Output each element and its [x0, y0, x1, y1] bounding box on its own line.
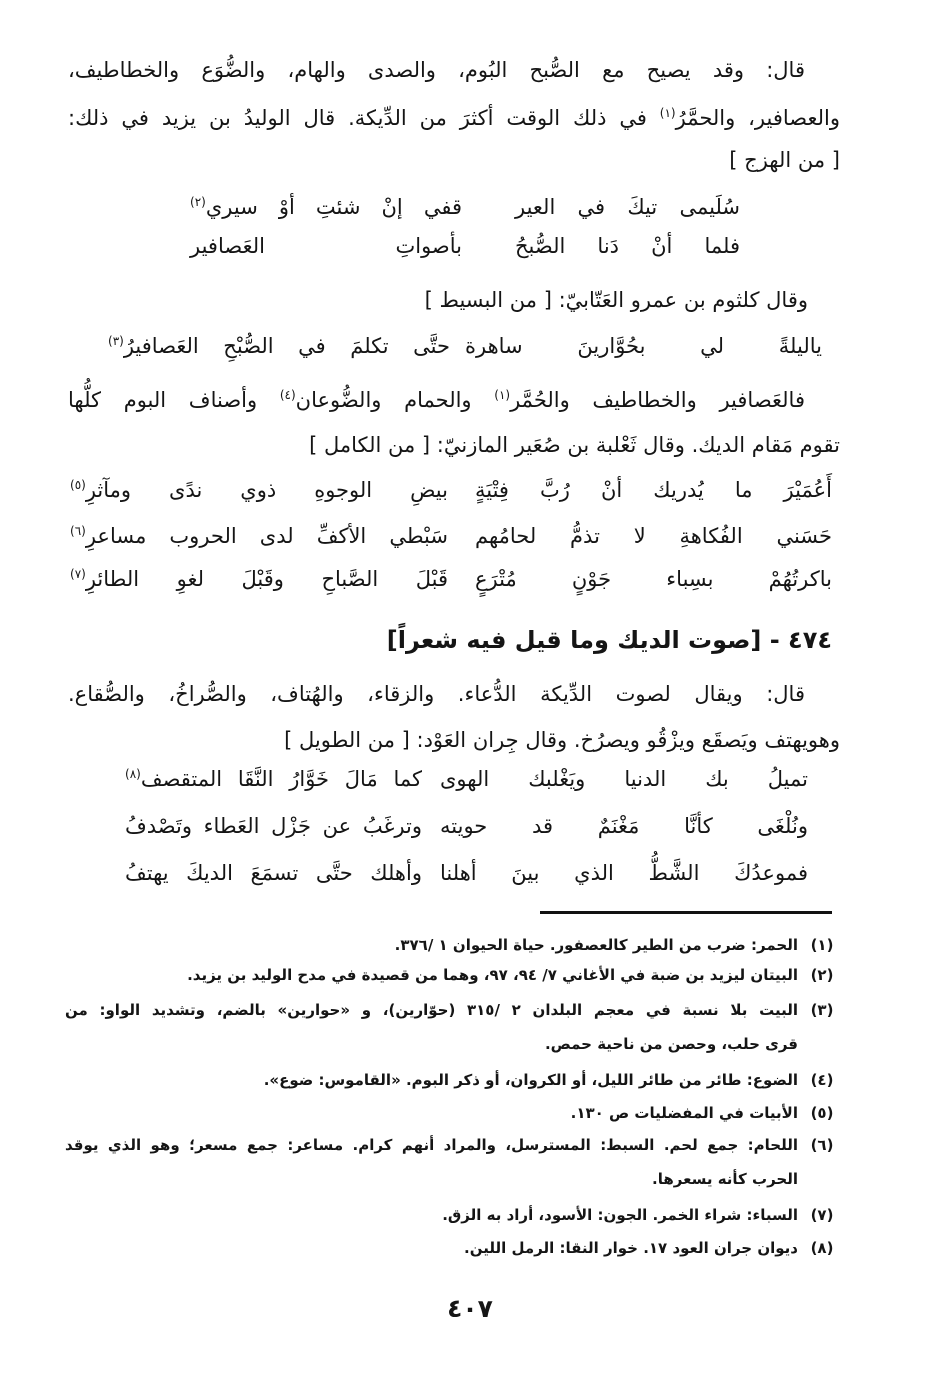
paragraph-line: قال: ويقال لصوت الدِّيكة الدُّعاء. والزقاء، والهُتاف، والصُّراخُ، والصُّقاع. [68, 682, 805, 706]
footnote [65, 1231, 840, 1265]
footnote [65, 1063, 840, 1097]
paragraph-line: قال: وقد يصيح مع الصُّبح البُوم، والصدى والهام، والضُّوَع والخطاطيف، [68, 58, 805, 82]
meter-label: [ من الهزج ] [729, 148, 840, 172]
verse-second-hemistich: سَبْطي الأكفِّ لدى الحروب مساعرِ$^{(٦)}$ [70, 524, 448, 548]
footnote-separator [540, 911, 832, 914]
footnote-ref: (٤) [279, 388, 296, 402]
footnote-ref: (٢) [190, 195, 206, 209]
verse-first-hemistich: ونُلْغَى كأنَّا مَغْنَمٌ قد حويته [440, 814, 808, 838]
footnote [65, 928, 840, 962]
footnote-text: الضوع: طائر من طائر الليل، أو الكروان، أو ذكر البوم. «القاموس: ضوع». [263, 1071, 798, 1089]
footnote-text: البيتان ليزيد بن ضبة في الأغاني ٧/ ٩٤، ٩٧، وهما من قصيدة في مدح الوليد بن يزيد. [187, 966, 798, 984]
footnote-ref: (٣) [108, 334, 124, 348]
paragraph-line: وهويهتف ويَصقَع ويزْقُو ويصرُخ. وقال جِران العَوْد: [ من الطويل ] [284, 728, 840, 752]
verse-second-hemistich: وترغَبُ عن جَزْل العَطاء وتَصْدفُ [125, 814, 422, 838]
footnote-number: (٤) [810, 1071, 834, 1089]
section-heading: ٤٧٤ - [صوت الديك وما قيل فيه شعراً] [386, 626, 832, 654]
verse-first-hemistich: سُلَيمى تيكَ في العير [515, 195, 740, 219]
paragraph-line: والعصافير، والحمَّرُ$^{(١)}$ في ذلك الوقت أكثرَ من الدِّيكة. قال الوليدُ بن يزيد في ذلك: [68, 106, 841, 130]
footnote-text: قرى حلب، وحصن من ناحية حمص. [544, 1035, 798, 1053]
footnote-number: (٨) [810, 1239, 834, 1257]
footnote-text: الحمر: ضرب من الطير كالعصفور. حياة الحيوان ١ /٣٧٦. [394, 936, 798, 954]
footnote-ref: (١) [659, 106, 676, 120]
verse-first-hemistich: تميلُ بك الدنيا ويَغْلبك الهوى [440, 767, 808, 791]
verse-second-hemistich: بأصواتِ العَصافير [190, 234, 462, 258]
footnote-text: ديوان جران العود ١٧. خوار النقا: الرمل اللين. [464, 1239, 798, 1257]
page-number: ٤٠٧ [447, 1294, 493, 1323]
footnote-number: (١) [810, 936, 834, 954]
verse-first-hemistich: باكرتُهُمْ بسِباء جَوْنٍ مُتْرَعٍ [475, 567, 832, 591]
footnote [65, 1128, 840, 1196]
footnote-ref: (٥) [70, 478, 86, 492]
footnote [65, 1198, 840, 1232]
footnote-number: (٥) [810, 1104, 834, 1122]
footnote-ref: (٧) [70, 567, 86, 581]
paragraph-line: فالعَصافير والخطاطيف والحُمَّر$^{(١)}$ والحمام والضُّوعان$^{(٤)}$ وأصناف البوم كلُّها [68, 388, 805, 412]
verse-first-hemistich: أَعُمَيْرَ ما يُدريك أنْ رُبَّ فِتْيَةٍ [475, 478, 832, 502]
poet-introduction: وقال كلثوم بن عمرو العَتّابيّ: [ من البسيط ] [424, 288, 808, 312]
footnote-ref: (٨) [125, 767, 141, 781]
footnote [65, 1096, 840, 1130]
footnote-text: السباء: شراء الخمر. الجون: الأسود، أراد به الزق. [442, 1206, 798, 1224]
footnote-ref: (١) [494, 388, 511, 402]
paragraph-line: تقوم مَقام الديك. وقال ثَعْلبة بن صُعَير المازنيّ: [ من الكامل ] [309, 433, 840, 457]
verse-first-hemistich: فموعدُكَ الشَّطُّ الذي بينَ أهلنا [440, 861, 808, 885]
verse-second-hemistich: قفي إنْ شئتِ أوْ سيري$^{(٢)}$ [190, 195, 462, 219]
footnote-number: (٢) [810, 966, 834, 984]
verse-second-hemistich: قَبْلَ الصَّباحِ وقَبْلَ لغوِ الطائرِ$^{(٧)}$ [70, 567, 448, 591]
verse-second-hemistich: حتَّى تكلمَ في الصُّبْحِ العَصافيرُ$^{(٣)}$ [108, 334, 450, 358]
footnote-number: (٧) [810, 1206, 834, 1224]
verse-second-hemistich: بيضِ الوجوهِ ذوي ندًى ومآثرِ$^{(٥)}$ [70, 478, 448, 502]
footnote-number: (٣) [810, 1001, 834, 1019]
footnote-text: البيت بلا نسبة في معجم البلدان ٢ /٣١٥ (حوّارين)، و «حوارين» بالضم، وتشديد الواو: من [65, 1001, 798, 1019]
footnote-ref: (٦) [70, 524, 86, 538]
verse-first-hemistich: حَسَني الفُكاهةِ لا تذمُّ لحامُهم [475, 524, 832, 548]
footnote-text: اللحام: جمع لحم. السبط: المسترسل، والمراد أنهم كرام. مساعر: جمع مسعر؛ وهو الذي يوقد [65, 1136, 798, 1154]
footnote-number: (٦) [810, 1136, 834, 1154]
footnote-text: الحرب كأنه يسعرها. [652, 1170, 798, 1188]
verse-first-hemistich: ياليلةً لي بحُوَّارينَ ساهرة [465, 334, 822, 358]
verse-second-hemistich: كما مَالَ خَوَّارُ النَّقَا المتقصف$^{(٨)}$ [125, 767, 422, 791]
verse-second-hemistich: وأهلك حتَّى تسمَعَ الديكَ يهتفُ [125, 861, 422, 885]
verse-first-hemistich: فلما أنْ دَنا الصُّبحُ [515, 234, 740, 258]
footnote [65, 993, 840, 1061]
footnote [65, 958, 840, 992]
footnote-text: الأبيات في المفضليات ص ١٣٠. [570, 1104, 798, 1122]
